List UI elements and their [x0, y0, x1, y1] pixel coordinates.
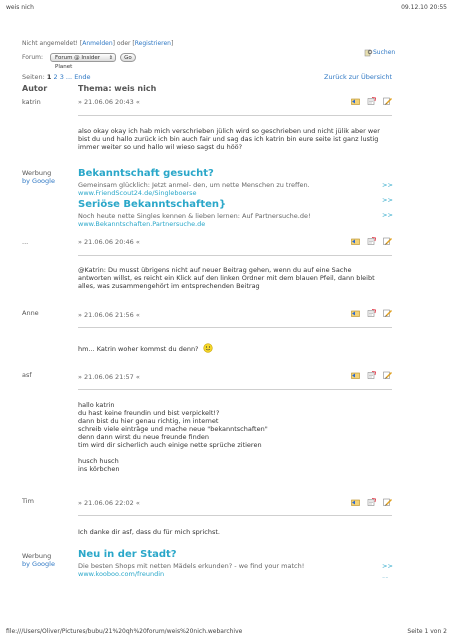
- post-author: katrin: [22, 98, 41, 106]
- page-end-link[interactable]: Ende: [74, 73, 91, 81]
- ad-chevron-link[interactable]: >>: [382, 211, 393, 219]
- ad-text: Die besten Shops mit netten Mädels erkunden? - we find your match!: [78, 562, 305, 570]
- author-header: Autor: [22, 84, 48, 93]
- post-author: Anne: [22, 309, 39, 317]
- post-date: » 21.06.06 20:43 «: [78, 98, 140, 106]
- quote-icon[interactable]: [367, 371, 376, 379]
- reply-folder-icon[interactable]: [351, 498, 360, 506]
- post-body: Ich danke dir asf, dass du für mich sprichst.: [78, 528, 220, 536]
- login-link[interactable]: Anmelden: [82, 40, 113, 47]
- ad-url-link[interactable]: www.FriendScout24.de/Singleboerse: [78, 189, 197, 197]
- ad-text: Noch heute nette Singles kennen & lieben lernen: Auf Partnersuche.de!: [78, 212, 311, 220]
- quote-icon[interactable]: [367, 309, 376, 317]
- page-current: 1: [46, 73, 52, 81]
- pagination: Seiten: 1 2 3 ... Ende: [22, 73, 91, 81]
- reply-folder-icon[interactable]: [351, 97, 360, 105]
- smiley-icon: [203, 343, 213, 353]
- page-2-link[interactable]: 2: [53, 73, 58, 81]
- back-to-overview-link[interactable]: Zurück zur Übersicht: [324, 73, 393, 81]
- ad-chevron-link[interactable]: ˜˜: [382, 576, 389, 584]
- post-date: » 21.06.06 21:56 «: [78, 311, 140, 319]
- post-date: » 21.06.06 22:02 «: [78, 499, 140, 507]
- post-body: hm... Katrin woher kommst du denn?: [78, 343, 213, 353]
- ad-title-link[interactable]: Seriöse Bekanntschaften}: [78, 199, 227, 210]
- page-dots: ...: [65, 73, 73, 81]
- search-icon: [364, 48, 373, 57]
- forum-select[interactable]: [50, 53, 116, 70]
- ad-label: Werbung: [22, 552, 52, 560]
- ad-text: Gemeinsam glücklich: Jetzt anmel- den, um nette Menschen zu treffen.: [78, 181, 310, 189]
- select-arrows-icon: ⇕: [108, 55, 113, 61]
- login-status: Nicht angemeldet! [Anmelden] oder [Registrieren]: [22, 40, 174, 47]
- quote-icon[interactable]: [367, 237, 376, 245]
- post-body: also okay okay ich hab mich verschrieben jülich wird so geschrieben und nicht jülik aber wer bist du und hallo zurück ich bin auch fair und sag das ich katrin bin eure seite ist ganz lustig immer weiter so und hallo wil wieso sagst du höö?: [78, 127, 380, 151]
- topic-header: Thema: weis nich: [78, 84, 157, 93]
- edit-icon[interactable]: [383, 371, 392, 379]
- post-date: » 21.06.06 20:46 «: [78, 238, 140, 246]
- print-title: weis nich: [6, 4, 34, 11]
- print-footer-path: file:///Users/Oliver/Pictures/bubu/21%20qh%20forum/weis%20nich.webarchive: [6, 628, 243, 635]
- post-author: asf: [22, 371, 32, 379]
- forum-label: Forum:: [22, 54, 44, 61]
- reply-folder-icon[interactable]: [351, 237, 360, 245]
- print-footer-page: Seite 1 von 2: [407, 628, 447, 635]
- post-author: ...: [22, 238, 29, 246]
- ad-by-google-link[interactable]: by Google: [22, 560, 55, 568]
- edit-icon[interactable]: [383, 309, 392, 317]
- post-body: @Katrin: Du musst übrigens nicht auf neuer Beitrag gehen, wenn du auf eine Sache antworten willst, es reicht ein Klick auf den linken Ordner mit dem blauen Pfeil, dann bleibt alles, was zusammengehört im entsprechenden Beitrag: [78, 266, 375, 290]
- search-link[interactable]: Suchen: [364, 48, 395, 57]
- reply-folder-icon[interactable]: [351, 309, 360, 317]
- ad-chevron-link[interactable]: >>: [382, 562, 393, 570]
- ad-url-link[interactable]: www.Bekanntschaften.Partnersuche.de: [78, 220, 206, 228]
- ad-url-link[interactable]: www.kooboo.com/freundin: [78, 570, 165, 578]
- ad-chevron-link[interactable]: >>: [382, 181, 393, 189]
- ad-label: Werbung: [22, 169, 52, 177]
- ad-title-link[interactable]: Bekanntschaft gesucht?: [78, 168, 214, 179]
- post-body: hallo katrin du hast keine freundin und bist verpickelt!? dann bist du hier genau richtig, im internet schreib viele einträge und mache neue "bekanntschaften" denn dann wirst du neue freunde finden tim wird dir sicherlich auch einige nette sprüche zitieren husch husch ins körbchen: [78, 401, 268, 473]
- edit-icon[interactable]: [383, 498, 392, 506]
- ad-title-link[interactable]: Neu in der Stadt?: [78, 549, 177, 560]
- post-author: Tim: [22, 497, 34, 505]
- ad-by-google-link[interactable]: by Google: [22, 177, 55, 185]
- edit-icon[interactable]: [383, 237, 392, 245]
- page-3-link[interactable]: 3: [59, 73, 64, 81]
- quote-icon[interactable]: [367, 97, 376, 105]
- post-date: » 21.06.06 21:57 «: [78, 373, 140, 381]
- forum-select-value: Forum @ Insider Planet: [55, 55, 101, 70]
- ad-chevron-link[interactable]: >>: [382, 196, 393, 204]
- go-button[interactable]: Go: [120, 53, 136, 62]
- quote-icon[interactable]: [367, 498, 376, 506]
- edit-icon[interactable]: [383, 97, 392, 105]
- print-date: 09.12.10 20:55: [401, 4, 447, 11]
- register-link[interactable]: Registrieren: [134, 40, 171, 47]
- reply-folder-icon[interactable]: [351, 371, 360, 379]
